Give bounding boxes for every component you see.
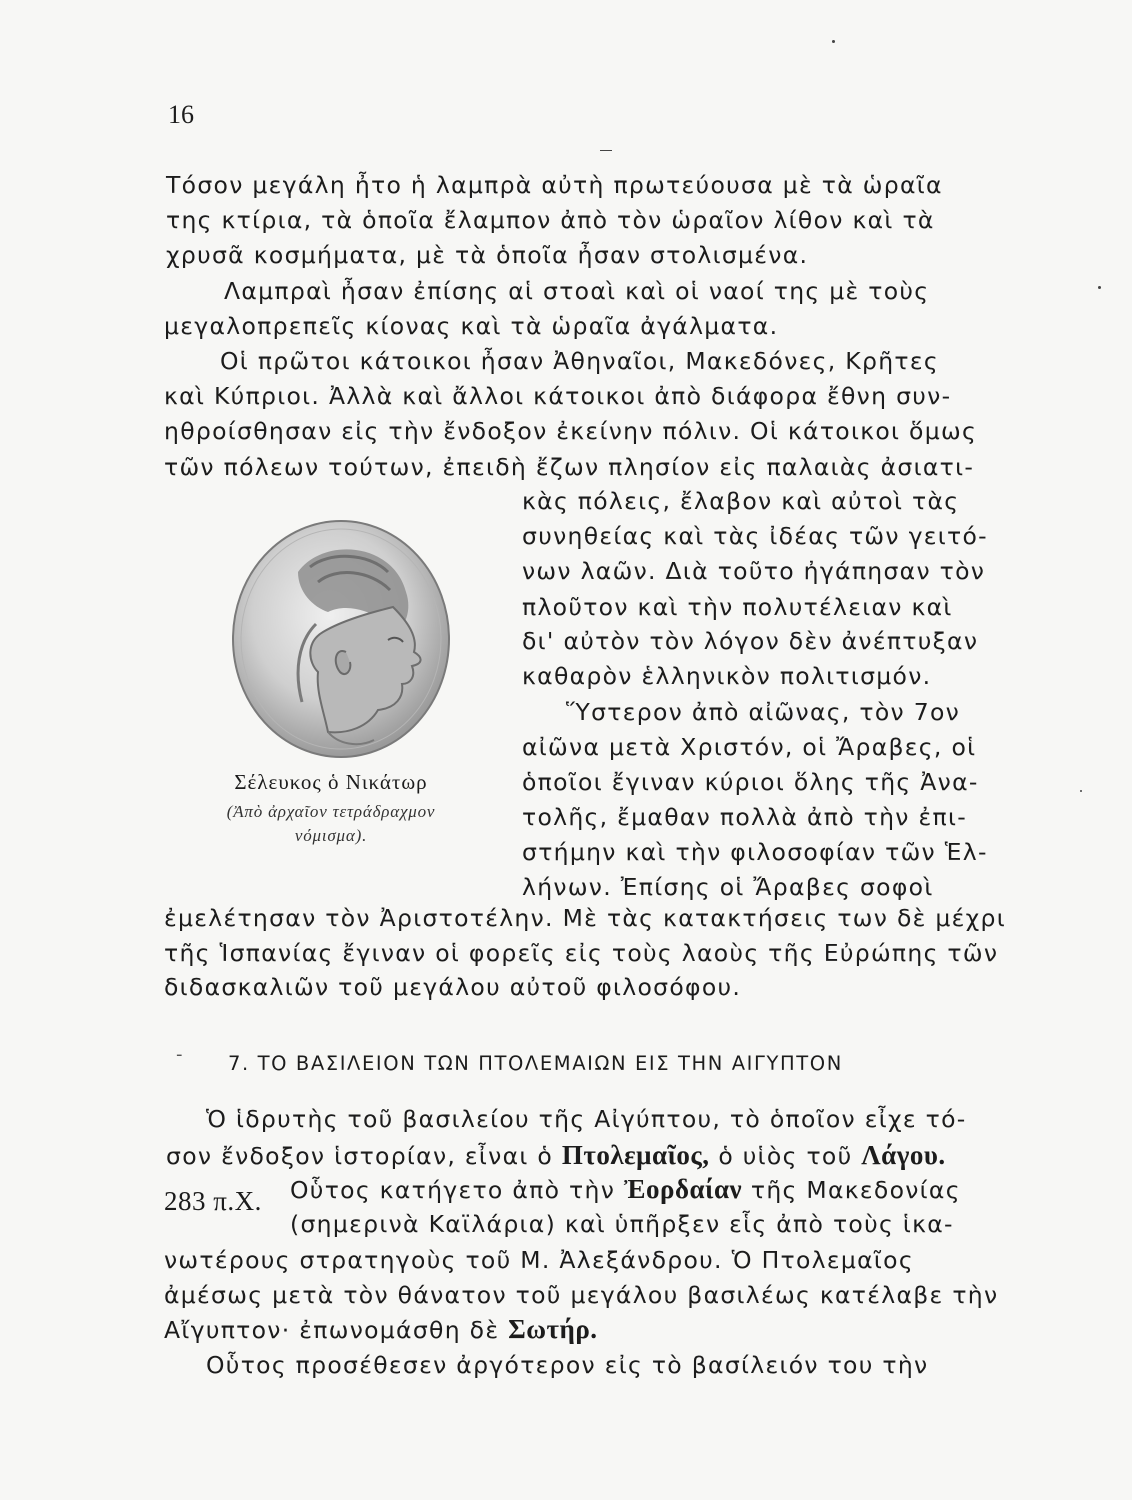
text-line: ηθροίσθησαν εἰς τὴν ἔνδοξον ἐκείνην πόλιν. Οἱ κάτοικοι ὅμως: [164, 417, 978, 445]
text-line: πλοῦτον καὶ τὴν πολυτέλειαν καὶ: [522, 593, 953, 621]
bold-term-ptolemy: Πτολεμαῖος,: [561, 1140, 710, 1170]
text-line: τῶν πόλεων τούτων, ἐπειδὴ ἔζων πλησίον εἰς παλαιὰς ἀσιατι-: [164, 453, 975, 481]
text-line: Ὕστερον ἀπὸ αἰῶνας, τὸν 7ον: [566, 698, 961, 726]
bold-term-eordaia: Ἐορδαίαν: [623, 1174, 743, 1204]
text-line: αἰῶνα μετὰ Χριστόν, οἱ Ἄραβες, οἱ: [522, 733, 977, 761]
text-line: Οἱ πρῶτοι κάτοικοι ἦσαν Ἀθηναῖοι, Μακεδόνες, Κρῆτες: [220, 347, 939, 375]
text-line: Τόσον μεγάλη ἦτο ἡ λαμπρὰ αὐτὴ πρωτεύουσα μὲ τὰ ὡραῖα: [166, 171, 943, 199]
scan-speck: [600, 150, 612, 151]
text-line: δι' αὐτὸν τὸν λόγον δὲν ἀνέπτυξαν: [522, 627, 979, 655]
scan-speck: [832, 40, 835, 43]
text-line: [164, 1314, 598, 1345]
page-number: 16: [168, 100, 194, 129]
text-line: κὰς πόλεις, ἔλαβον καὶ αὐτοὶ τὰς: [522, 487, 960, 515]
coin-portrait-icon: [228, 512, 454, 762]
text-line: καὶ Κύπριοι. Ἀλλὰ καὶ ἄλλοι κάτοικοι ἀπὸ διάφορα ἔθνη συν-: [164, 382, 952, 410]
scan-speck: [1080, 790, 1082, 792]
text-line: συνηθείας καὶ τὰς ἰδέας τῶν γειτό-: [522, 522, 988, 550]
text-line: τολῆς, ἔμαθαν πολλὰ ἀπὸ τὴν ἐπι-: [522, 803, 967, 831]
figure-caption-source-line: (Ἀπὸ ἀρχαῖον τετράδραχμον: [226, 802, 436, 821]
text-line: ἐμελέτησαν τὸν Ἀριστοτέλην. Μὲ τὰς κατακτήσεις των δὲ μέχρι: [164, 904, 1006, 932]
figure-caption-source-line: νόμισμα).: [294, 826, 368, 845]
text-span: Αἴγυπτον· ἐπωνομάσθη δὲ: [164, 1316, 500, 1344]
figure-caption-title: Σέλευκος ὁ Νικάτωρ: [234, 770, 428, 794]
figure-caption-source: [166, 800, 496, 848]
bold-term-lagos: Λάγου.: [861, 1140, 946, 1170]
text-line: [166, 1140, 946, 1171]
date-marker: 283 π.Χ.: [164, 1186, 262, 1216]
text-line: (σημερινὰ Καϊλάρια) καὶ ὑπῆρξεν εἷς ἀπὸ τοὺς ἱκα-: [290, 1210, 954, 1238]
text-line: διδασκαλιῶν τοῦ μεγάλου αὐτοῦ φιλοσόφου.: [164, 973, 742, 1001]
text-line: Οὗτος προσέθεσεν ἀργότερον εἰς τὸ βασίλειόν του τὴν: [206, 1351, 929, 1379]
text-line: στήμην καὶ τὴν φιλοσοφίαν τῶν Ἑλ-: [522, 838, 988, 866]
text-span: ὁ υἱὸς τοῦ: [718, 1142, 853, 1170]
text-line: της κτίρια, τὰ ὁποῖα ἔλαμπον ἀπὸ τὸν ὡραῖον λίθον καὶ τὰ: [166, 206, 935, 234]
text-line: νων λαῶν. Διὰ τοῦτο ἠγάπησαν τὸν: [522, 557, 986, 585]
coin-figure: [228, 512, 454, 774]
section-heading: 7. ΤΟ ΒΑΣΙΛΕΙΟΝ ΤΩΝ ΠΤΟΛΕΜΑΙΩΝ ΕΙΣ ΤΗΝ ΑΙΓΥΠΤΟΝ: [228, 1052, 843, 1075]
text-line: μεγαλοπρεπεῖς κίονας καὶ τὰ ὡραῖα ἀγάλματα.: [164, 312, 779, 340]
text-line: Λαμπραὶ ἦσαν ἐπίσης αἱ στοαὶ καὶ οἱ ναοί της μὲ τοὺς: [224, 277, 930, 305]
text-line: [290, 1174, 961, 1205]
text-line: λήνων. Ἐπίσης οἱ Ἄραβες σοφοὶ: [522, 873, 934, 901]
text-line: τῆς Ἱσπανίας ἔγιναν οἱ φορεῖς εἰς τοὺς λαοὺς τῆς Εὐρώπης τῶν: [164, 939, 999, 967]
scan-speck: [1098, 286, 1101, 289]
text-line: ἀμέσως μετὰ τὸν θάνατον τοῦ μεγάλου βασιλέως κατέλαβε τὴν: [164, 1281, 999, 1309]
heading-dash: -: [176, 1044, 183, 1065]
text-line: χρυσᾶ κοσμήματα, μὲ τὰ ὁποῖα ἦσαν στολισμένα.: [166, 241, 809, 269]
text-line: ὁποῖοι ἔγιναν κύριοι ὅλης τῆς Ἀνα-: [522, 768, 979, 796]
text-span: Οὗτος κατήγετο ἀπὸ τὴν: [290, 1176, 616, 1204]
text-line: καθαρὸν ἑλληνικὸν πολιτισμόν.: [522, 662, 932, 690]
text-line: νωτέρους στρατηγοὺς τοῦ Μ. Ἀλεξάνδρου. Ὁ Πτολεμαῖος: [164, 1246, 914, 1274]
text-span: τῆς Μακεδονίας: [750, 1176, 961, 1204]
text-span: σον ἔνδοξον ἱστορίαν, εἶναι ὁ: [166, 1142, 554, 1170]
text-line: Ὁ ἱδρυτὴς τοῦ βασιλείου τῆς Αἰγύπτου, τὸ ὁποῖον εἶχε τό-: [206, 1105, 967, 1133]
bold-term-soter: Σωτήρ.: [508, 1314, 598, 1344]
